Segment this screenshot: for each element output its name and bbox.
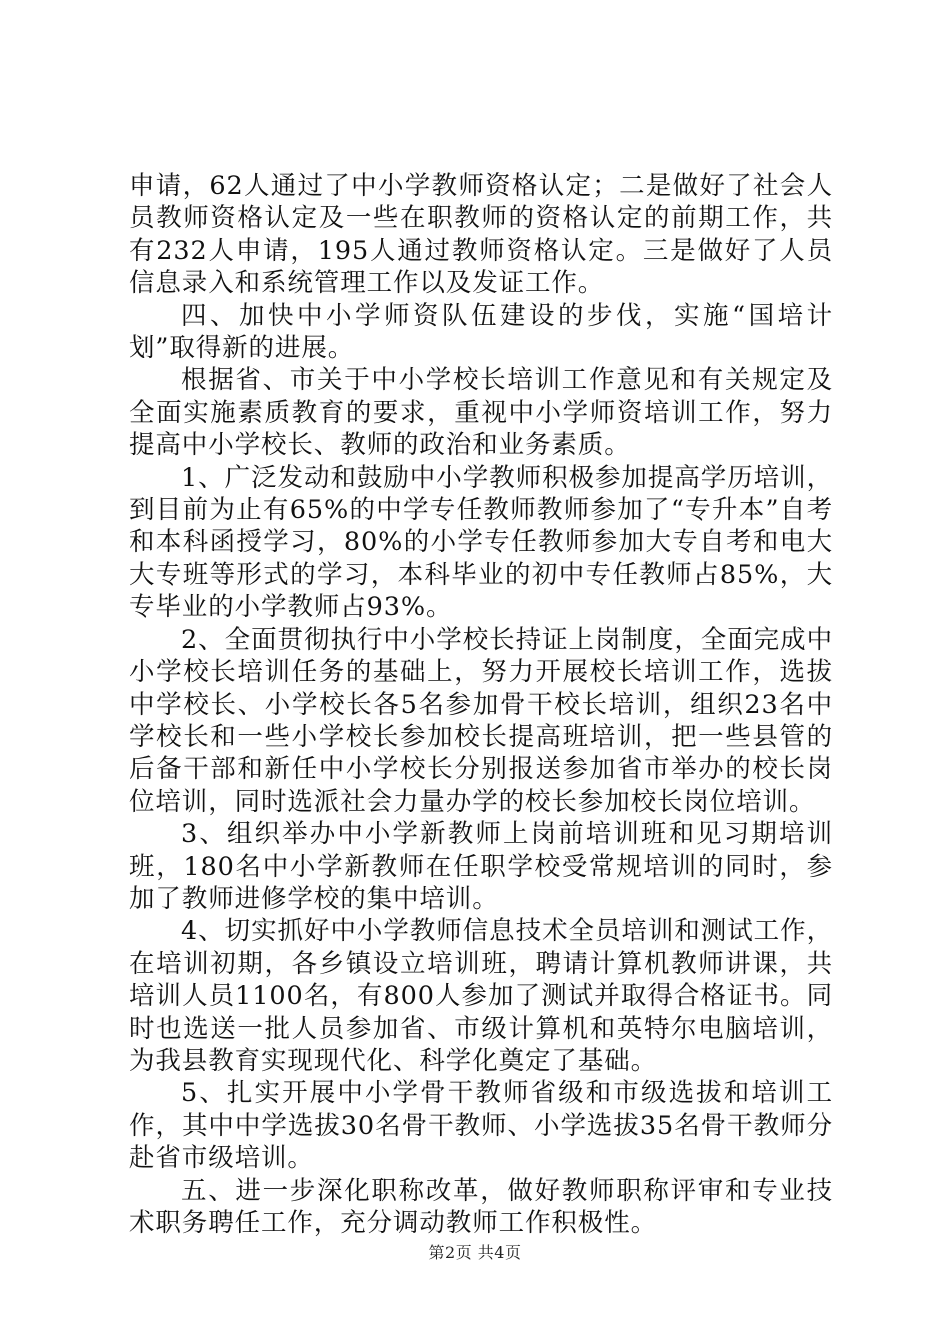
paragraph-section-five-heading: 五、进一步深化职称改革，做好教师职称评审和专业技术职务聘任工作，充分调动教师工作积极性。 (129, 1175, 833, 1238)
paragraph-item-2: 2、全面贯彻执行中小学校长持证上岗制度，全面完成中小学校长培训任务的基础上，努力开展校长培训工作，选拔中学校长、小学校长各5名参加骨干校长培训，组织23名中学校长和一些小学校长参加校长提高班培训，把一些县管的后备干部和新任中小学校长分别报送参加省市举办的校长岗位培训，同时选派社会力量办学的校长参加校长岗位培训。 (129, 624, 833, 817)
paragraph-training-overview: 根据省、市关于中小学校长培训工作意见和有关规定及全面实施素质教育的要求，重视中小学师资培训工作，努力提高中小学校长、教师的政治和业务素质。 (129, 365, 833, 461)
page-number-footer: 第2页 共4页 (428, 1243, 522, 1262)
paragraph-section-four-heading: 四、加快中小学师资队伍建设的步伐，实施“国培计划”取得新的进展。 (129, 300, 833, 364)
paragraph-continuation: 申请，62人通过了中小学教师资格认定；二是做好了社会人员教师资格认定及一些在职教师的资格认定的前期工作，共有232人申请，195人通过教师资格认定。三是做好了人员信息录入和系统管理工作以及发证工作。 (129, 171, 833, 299)
paragraph-item-4: 4、切实抓好中小学教师信息技术全员培训和测试工作，在培训初期，各乡镇设立培训班，聘请计算机教师讲课，共培训人员1100名，有800人参加了测试并取得合格证书。同时也选送一批人员参加省、市级计算机和英特尔电脑培训，为我县教育实现现代化、科学化奠定了基础。 (129, 916, 833, 1076)
paragraph-item-3: 3、组织举办中小学新教师上岗前培训班和见习期培训班，180名中小学新教师在任职学校受常规培训的同时，参加了教师进修学校的集中培训。 (129, 819, 833, 914)
paragraph-item-1: 1、广泛发动和鼓励中小学教师积极参加提高学历培训，到目前为止有65%的中学专任教师教师参加了“专升本”自考和本科函授学习，80%的小学专任教师参加大专自考和电大大专班等形式的学习，本科毕业的初中专任教师占85%，大专毕业的小学教师占93%。 (129, 462, 833, 623)
document-body (129, 170, 833, 1239)
paragraph-item-5: 5、扎实开展中小学骨干教师省级和市级选拔和培训工作，其中中学选拔30名骨干教师、小学选拔35名骨干教师分赴省市级培训。 (129, 1078, 833, 1174)
